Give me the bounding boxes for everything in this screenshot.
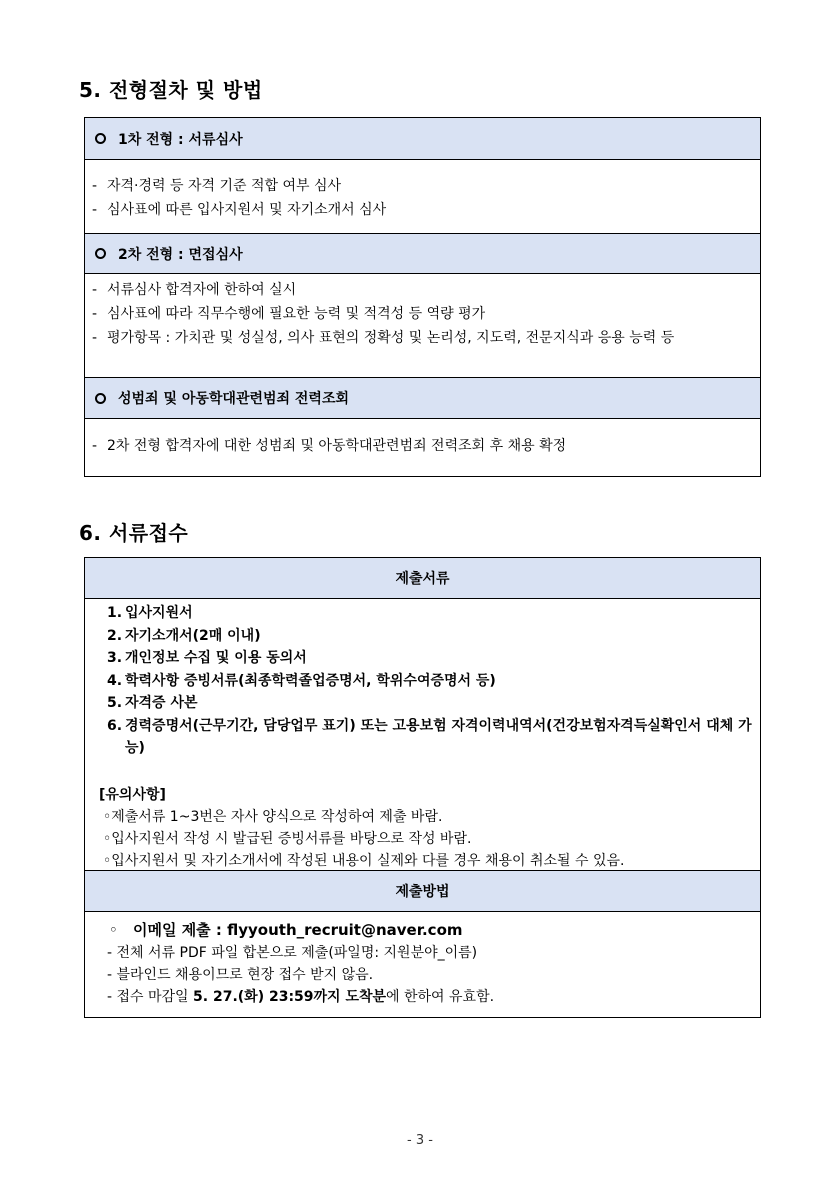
required-documents-header: 제출서류 — [85, 558, 760, 598]
document-item: 4. 학력사항 증빙서류(최종학력졸업증명서, 학위수여증명서 등) — [107, 672, 496, 689]
notice-item: ◦제출서류 1~3번은 자사 양식으로 작성하여 제출 바람. — [103, 808, 443, 825]
document-submission-box — [84, 557, 761, 1018]
list-item: - 자격·경력 등 자격 기준 적합 여부 심사 — [92, 178, 342, 194]
document-item: 1. 입사지원서 — [107, 605, 193, 621]
notice-item: ◦입사지원서 및 자기소개서에 작성된 내용이 실제와 다를 경우 채용이 취소될 수 있음. — [103, 852, 625, 869]
method-item: - 블라인드 채용이므로 현장 접수 받지 않음. — [107, 967, 374, 983]
circle-bullet-icon: ◦ — [109, 921, 118, 939]
section-5-title: 5. 전형절차 및 방법 — [79, 78, 263, 102]
document-item: 5. 자격증 사본 — [107, 695, 198, 711]
list-item: - 2차 전형 합격자에 대한 성범죄 및 아동학대관련범죄 전력조회 후 채용 확정 — [92, 438, 567, 454]
notice-title: [유의사항] — [99, 786, 166, 803]
submission-method-header: 제출방법 — [85, 870, 760, 911]
list-item: - 서류심사 합격자에 한하여 실시 — [92, 282, 297, 298]
submission-method-body — [85, 911, 760, 1016]
circle-bullet-icon — [95, 133, 106, 144]
notice-item: ◦입사지원서 작성 시 발급된 증빙서류를 바탕으로 작성 바람. — [103, 830, 472, 847]
list-item: - 심사표에 따라 직무수행에 필요한 능력 및 적격성 등 역량 평가 — [92, 306, 486, 322]
list-item: - 평가항목 : 가치관 및 성실성, 의사 표현의 정확성 및 논리성, 지도력, 전문지식과 응용 능력 등 — [92, 330, 675, 346]
background-check-body — [85, 418, 760, 475]
deadline-item: - 접수 마감일 5. 27.(화) 23:59까지 도착분에 한하여 유효함. — [107, 989, 495, 1005]
background-check-header: 성범죄 및 아동학대관련범죄 전력조회 — [85, 377, 760, 418]
circle-bullet-icon — [95, 393, 106, 404]
email-submission-line: ◦ 이메일 제출 : flyyouth_recruit@naver.com — [85, 918, 760, 942]
document-item: 2. 자기소개서(2매 이내) — [107, 627, 261, 644]
stage-2-body — [85, 273, 760, 377]
circle-bullet-icon — [95, 248, 106, 259]
page-number: - 3 - — [407, 1133, 433, 1148]
list-item: - 심사표에 따른 입사지원서 및 자기소개서 심사 — [92, 202, 387, 218]
document-item: 3. 개인정보 수집 및 이용 동의서 — [107, 650, 307, 666]
section-6-title: 6. 서류접수 — [79, 521, 189, 545]
document-item: 6. 경력증명서(근무기간, 담당업무 표기) 또는 고용보험 자격이력내역서(건강보험자격득실확인서 대체 가능) — [107, 717, 752, 756]
stage-1-header: 1차 전형 : 서류심사 — [85, 118, 760, 159]
method-item: - 전체 서류 PDF 파일 합본으로 제출(파일명: 지원분야_이름) — [107, 945, 478, 961]
stage-2-header: 2차 전형 : 면접심사 — [85, 233, 760, 273]
selection-process-box — [84, 117, 761, 477]
stage-1-body — [85, 159, 760, 233]
required-documents-body — [85, 598, 760, 870]
